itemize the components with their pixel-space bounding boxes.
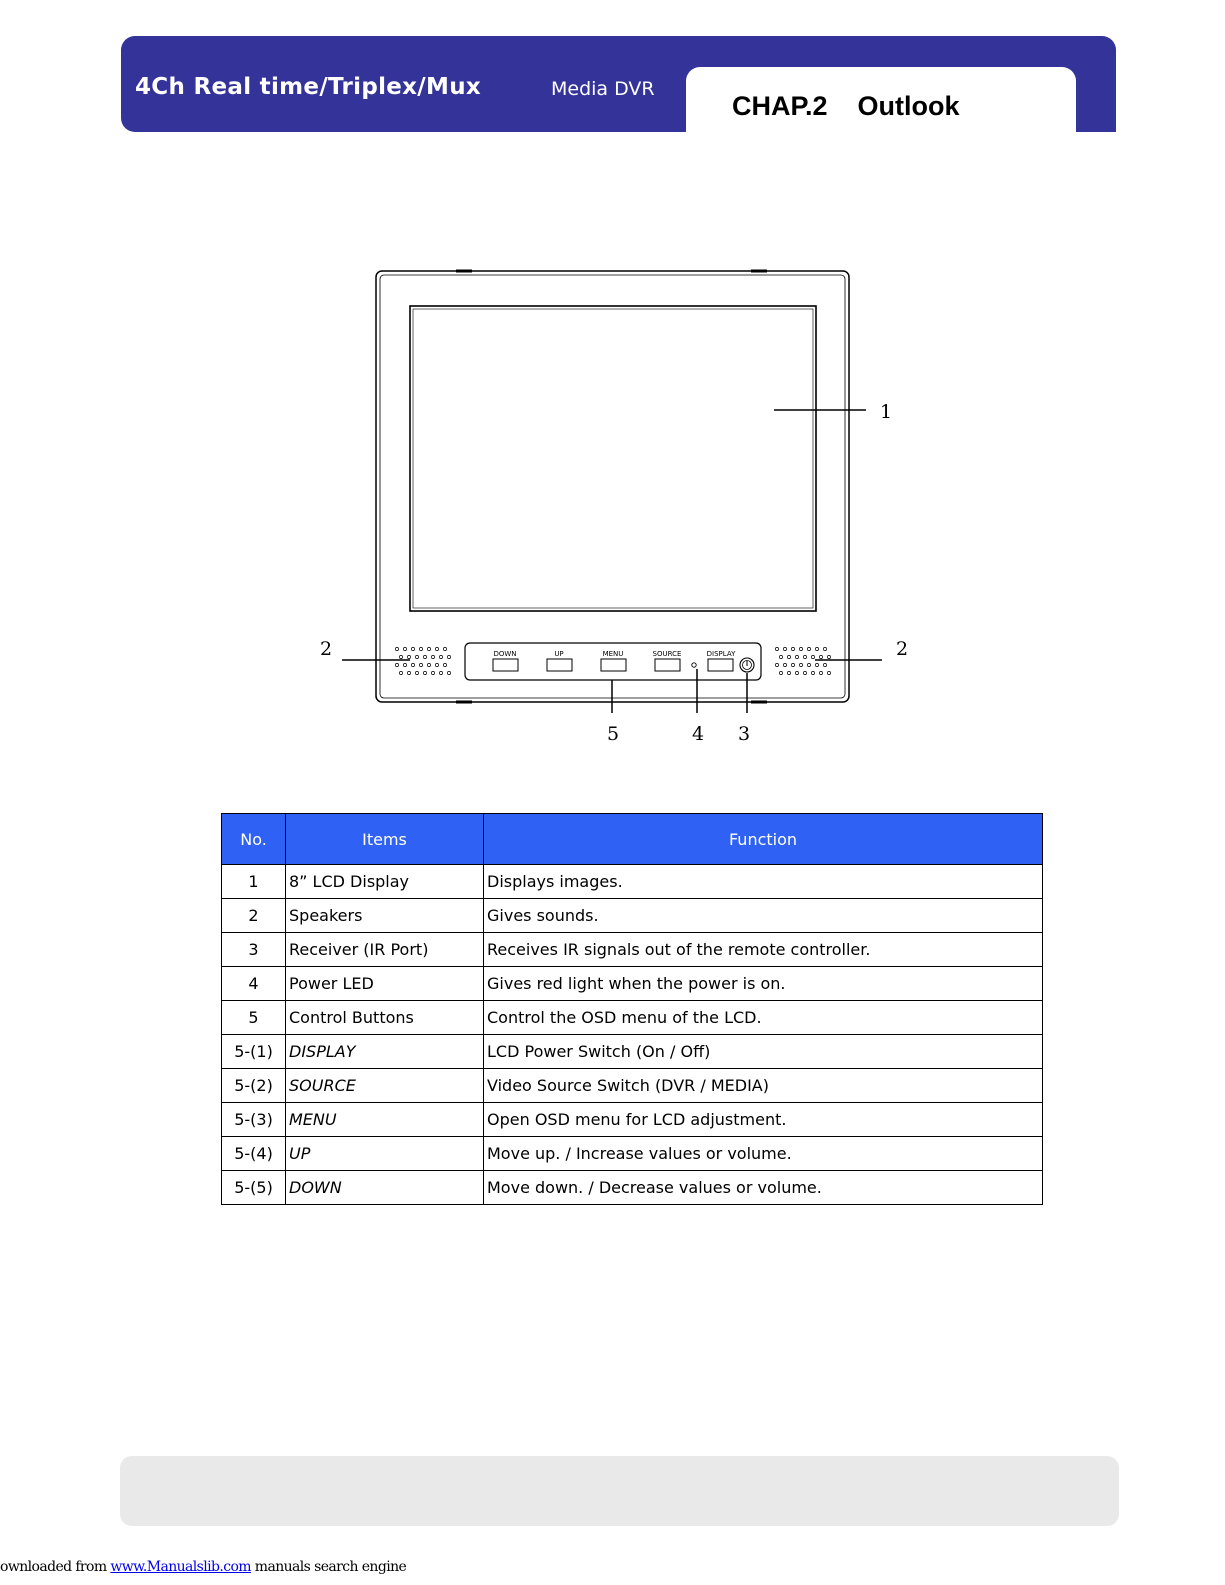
row-function: LCD Power Switch (On / Off) [484, 1035, 1043, 1069]
callout-lcd: 1 [880, 401, 893, 423]
button-label-down: DOWN [493, 650, 517, 658]
button-label-source: SOURCE [652, 650, 682, 658]
row-no: 3 [222, 933, 286, 967]
row-function: Gives red light when the power is on. [484, 967, 1043, 1001]
row-item: Receiver (IR Port) [286, 933, 484, 967]
header-no: No. [222, 814, 286, 865]
row-no: 5-(1) [222, 1035, 286, 1069]
header-items: Items [286, 814, 484, 865]
table-row [222, 1035, 1043, 1069]
table-row [222, 1069, 1043, 1103]
callout-speaker-right: 2 [896, 638, 909, 660]
chapter-title: CHAP.2 Outlook [732, 91, 960, 121]
callout-buttons: 5 [607, 723, 620, 745]
lcd-monitor-drawing [0, 0, 1225, 780]
row-function: Displays images. [484, 865, 1043, 899]
row-item: UP [286, 1137, 484, 1171]
callout-ir: 3 [738, 723, 751, 745]
row-item: DISPLAY [286, 1035, 484, 1069]
row-item: Power LED [286, 967, 484, 1001]
power-led-icon [692, 663, 696, 667]
row-no: 5-(5) [222, 1171, 286, 1205]
download-prefix: ownloaded from [0, 1559, 111, 1575]
product-title: 4Ch Real time/Triplex/Mux [135, 74, 481, 100]
header-function: Function [484, 814, 1043, 865]
button-label-up: UP [554, 650, 564, 658]
row-no: 2 [222, 899, 286, 933]
manualslib-link[interactable]: www.Manualslib.com [110, 1559, 251, 1575]
table-row [222, 1001, 1043, 1035]
product-subtitle: Media DVR [551, 78, 655, 100]
row-item: 8” LCD Display [286, 865, 484, 899]
row-function: Video Source Switch (DVR / MEDIA) [484, 1069, 1043, 1103]
download-suffix: manuals search engine [250, 1559, 407, 1575]
row-function: Receives IR signals out of the remote controller. [484, 933, 1043, 967]
row-item: Control Buttons [286, 1001, 484, 1035]
row-item: SOURCE [286, 1069, 484, 1103]
row-function: Move up. / Increase values or volume. [484, 1137, 1043, 1171]
callout-speaker-left: 2 [320, 638, 333, 660]
row-no: 1 [222, 865, 286, 899]
row-item: Speakers [286, 899, 484, 933]
row-item: DOWN [286, 1171, 484, 1205]
download-note [0, 1559, 406, 1575]
speaker-grille-right [775, 647, 830, 674]
speaker-grille-left [395, 647, 450, 674]
row-item: MENU [286, 1103, 484, 1137]
row-no: 5-(4) [222, 1137, 286, 1171]
table-header-row [222, 814, 1043, 865]
table-row [222, 967, 1043, 1001]
callout-led: 4 [692, 723, 705, 745]
row-function: Gives sounds. [484, 899, 1043, 933]
table-row [222, 865, 1043, 899]
table-row [222, 1103, 1043, 1137]
row-function: Move down. / Decrease values or volume. [484, 1171, 1043, 1205]
row-no: 5 [222, 1001, 286, 1035]
button-label-menu: MENU [602, 650, 624, 658]
table-row [222, 899, 1043, 933]
button-label-display: DISPLAY [706, 650, 736, 658]
row-no: 5-(3) [222, 1103, 286, 1137]
row-function: Open OSD menu for LCD adjustment. [484, 1103, 1043, 1137]
device-diagram [0, 0, 1225, 780]
table-row [222, 1171, 1043, 1205]
table-row [222, 933, 1043, 967]
footer-panel [120, 1456, 1119, 1526]
row-no: 4 [222, 967, 286, 1001]
row-no: 5-(2) [222, 1069, 286, 1103]
row-function: Control the OSD menu of the LCD. [484, 1001, 1043, 1035]
table-row [222, 1137, 1043, 1171]
outlook-table [221, 813, 1043, 1205]
